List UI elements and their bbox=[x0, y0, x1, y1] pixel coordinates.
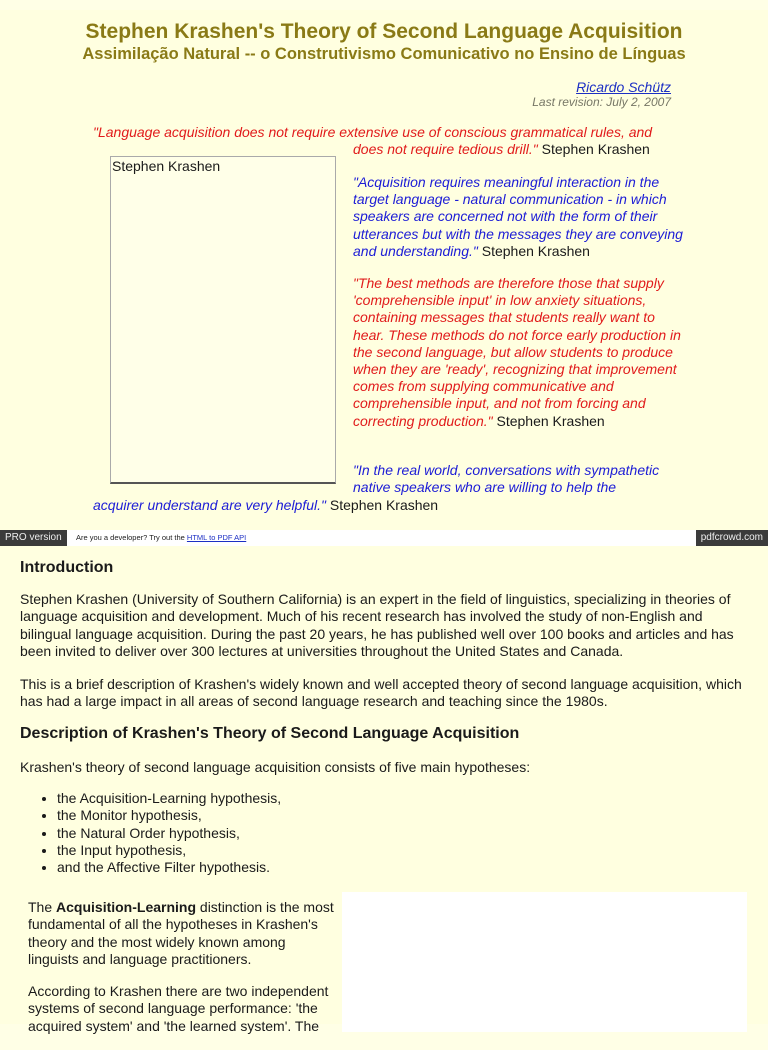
quote-3-text: "The best methods are therefore those that supply 'comprehensible input' in low anxiety situations, containing messages that students really want to hear. These methods do not force early production in the second language, but allow students to produce when they are 'ready', recognizing that improvement comes from supplying communicative and comprehensible input, and not from forcing and correcting production." bbox=[353, 275, 681, 429]
description-paragraph: Krashen's theory of second language acquisition consists of five main hypotheses: bbox=[20, 759, 531, 775]
al-post-text: distinction is the most fundamental of all the hypotheses in Krashen's theory and the most widely known among linguists and language practitioners. bbox=[28, 899, 334, 967]
quote-4-text: acquirer understand are very helpful." bbox=[93, 497, 326, 513]
krashen-photo bbox=[110, 156, 336, 484]
list-item: • and the Affective Filter hypothesis. bbox=[57, 859, 281, 876]
html-to-pdf-link[interactable]: HTML to PDF API bbox=[186, 533, 247, 542]
introduction-heading: Introduction bbox=[20, 559, 114, 576]
revision-date: Last revision: July 2, 2007 bbox=[532, 95, 671, 109]
acquisition-learning-paragraph bbox=[28, 899, 334, 968]
al-pre-text: The bbox=[28, 899, 57, 915]
intro-paragraph-1: Stephen Krashen (University of Southern California) is an expert in the field of linguistics, specializing in theories of language acquisition and development. Much of his recent research has involved the study of non-English and bilingual language acquisition. During the past 20 years, he has published well over 100 books and articles and has been invited to deliver over 300 lectures at universities throughout the United States and Canada. bbox=[20, 591, 734, 659]
list-item: • the Acquisition-Learning hypothesis, bbox=[57, 790, 281, 807]
quote-4-line-1: "In the real world, conversations with sympathetic native speakers who are willing to help the bbox=[353, 462, 660, 496]
page-title: Stephen Krashen's Theory of Second Language Acquisition bbox=[85, 20, 683, 43]
quote-2-attribution: Stephen Krashen bbox=[481, 242, 590, 259]
pdfcrowd-banner bbox=[0, 530, 768, 546]
description-heading: Description of Krashen's Theory of Second Language Acquisition bbox=[20, 725, 520, 742]
author-link[interactable]: Ricardo Schütz bbox=[576, 79, 671, 95]
quote-1-attribution: Stephen Krashen bbox=[541, 141, 650, 157]
right-image-box bbox=[342, 892, 747, 1032]
acquisition-learning-column bbox=[28, 899, 334, 1050]
hypotheses-list bbox=[20, 790, 281, 876]
page-two bbox=[0, 546, 768, 1034]
acquisition-learning-paragraph-2: According to Krashen there are two independent systems of second language performance: 'the acquired system' and 'the learned system'. The bbox=[28, 983, 329, 1034]
al-bold-term: Acquisition-Learning bbox=[56, 899, 197, 915]
list-item: • the Monitor hypothesis, bbox=[57, 807, 281, 824]
quote-1-line-2 bbox=[353, 141, 683, 158]
quote-3 bbox=[353, 275, 683, 430]
promo-text bbox=[76, 533, 246, 542]
quote-1-line-1: "Language acquisition does not require extensive use of conscious grammatical rules, and bbox=[93, 124, 653, 140]
promo-message: Are you a developer? Try out the bbox=[76, 533, 185, 542]
pdfcrowd-link[interactable]: pdfcrowd.com bbox=[696, 530, 768, 546]
quote-2-text: "Acquisition requires meaningful interaction in the target language - natural communication - in which speakers are concerned not with the form of their utterances but with the messages they are conveying and understanding." bbox=[353, 174, 683, 259]
page-subtitle: Assimilação Natural -- o Construtivismo Comunicativo no Ensino de Línguas bbox=[82, 45, 686, 63]
quote-4-line-2 bbox=[93, 497, 713, 514]
quote-3-attribution: Stephen Krashen bbox=[496, 412, 605, 429]
photo-label: Stephen Krashen bbox=[112, 158, 221, 174]
quote-4-attribution: Stephen Krashen bbox=[329, 497, 439, 513]
list-item: • the Input hypothesis, bbox=[57, 842, 281, 859]
quote-1-text: does not require tedious drill." bbox=[353, 141, 538, 157]
list-item: • the Natural Order hypothesis, bbox=[57, 825, 281, 842]
quote-2 bbox=[353, 174, 683, 260]
pro-version-badge[interactable]: PRO version bbox=[0, 530, 67, 546]
intro-paragraph-2: This is a brief description of Krashen's widely known and well accepted theory of second language acquisition, which has had a large impact in all areas of second language research and teaching since the 1980s. bbox=[20, 676, 742, 710]
